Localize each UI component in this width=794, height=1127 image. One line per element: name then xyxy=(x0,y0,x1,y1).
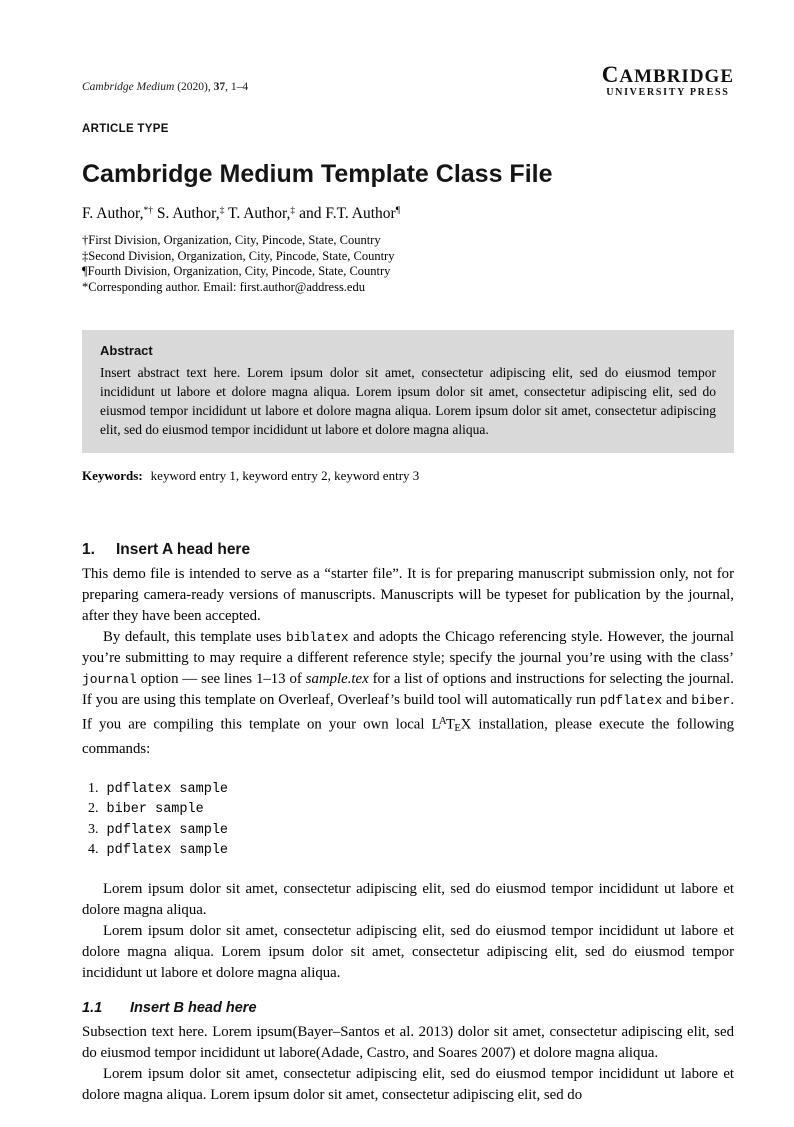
subsection-number: 1.1 xyxy=(82,999,103,1016)
command-text: pdflatex sample xyxy=(106,843,229,859)
publisher-logo-name: CAMBRIDGE xyxy=(601,62,734,87)
author-line: F. Author,*† S. Author,‡ T. Author,‡ and F.T. Author¶ xyxy=(82,205,401,222)
abstract-box xyxy=(82,330,734,453)
paragraph: Subsection text here. Lorem ipsum(Bayer–Santos et al. 2013) dolor sit amet, consectetur adipiscing elit, sed do eiusmod tempor incididunt ut labore(Adade, Castro, and Soares 2007) et dolore magna aliqua. xyxy=(82,1023,734,1061)
paragraph: By default, this template uses biblatex and adopts the Chicago referencing style. However, the journal you’re submitting to may require a different reference style; specify the journal you’re using with the class’ journal option — see lines 1–13 of sample.tex for a list of options and instructions for selecting the journal. If you are using this template on Overleaf, Overleaf’s build tool will automatically run pdflatex and biber. If you are compiling this template on your own local $L^ATEX$ installation, please execute the following commands: xyxy=(82,629,735,757)
affiliations-block xyxy=(82,233,734,295)
section-number: 1. xyxy=(82,541,95,558)
section-heading-1 xyxy=(82,541,734,559)
keywords-label: Keywords: xyxy=(82,468,143,483)
affiliation-line: ¶Fourth Division, Organization, City, Pincode, State, Country xyxy=(82,264,391,278)
command-number: 3. xyxy=(88,821,99,837)
paragraph: Lorem ipsum dolor sit amet, consectetur adipiscing elit, sed do eiusmod tempor incididunt ut labore et dolore magna aliqua. xyxy=(82,880,734,918)
publisher-logo xyxy=(602,63,734,98)
section-heading-1-1 xyxy=(82,1000,734,1016)
paragraph: This demo file is intended to serve as a “starter file”. It is for preparing manuscript submission only, not for preparing camera-ready versions of manuscripts. Manuscripts will be typeset for publication by the journal, after they have been accepted. xyxy=(82,566,734,624)
command-text: biber sample xyxy=(106,802,204,818)
section-title: Insert A head here xyxy=(116,541,251,558)
command-item xyxy=(88,779,734,800)
journal-reference: Cambridge Medium (2020), 37, 1–4 xyxy=(82,81,249,93)
page-title: Cambridge Medium Template Class File xyxy=(82,160,553,188)
keywords-line xyxy=(82,468,734,484)
command-number: 1. xyxy=(88,780,99,796)
subsection-title: Insert B head here xyxy=(130,999,257,1016)
command-list xyxy=(88,779,734,861)
article-body xyxy=(82,541,734,1106)
corresponding-author-line: *Corresponding author. Email: first.author@address.edu xyxy=(82,279,365,294)
publisher-logo-subtitle: UNIVERSITY PRESS xyxy=(606,87,730,98)
command-item xyxy=(88,799,734,820)
command-item xyxy=(88,820,734,841)
paragraph: Lorem ipsum dolor sit amet, consectetur adipiscing elit, sed do eiusmod tempor incididunt ut labore et dolore magna aliqua. Lorem ipsum dolor sit amet, consectetur adipiscing elit, sed do xyxy=(82,1065,734,1103)
command-text: pdflatex sample xyxy=(106,781,229,797)
command-text: pdflatex sample xyxy=(106,822,229,838)
abstract-text: Insert abstract text here. Lorem ipsum dolor sit amet, consectetur adipiscing elit, sed do eiusmod tempor incididunt ut labore et dolore magna aliqua. Lorem ipsum dolor sit amet, consectetur adipiscing elit, sed do eiusmod tempor incididunt ut labore et dolore magna aliqua. Lorem ipsum dolor sit amet, consectetur adipiscing elit, sed do eiusmod tempor incididunt ut labore et dolore magna aliqua. xyxy=(100,365,716,437)
abstract-heading: Abstract xyxy=(100,343,153,358)
affiliation-line: †First Division, Organization, City, Pincode, State, Country xyxy=(82,233,381,247)
command-number: 4. xyxy=(88,842,99,858)
keywords-text: keyword entry 1, keyword entry 2, keyword entry 3 xyxy=(150,468,420,483)
command-item xyxy=(88,840,734,861)
affiliation-line: ‡Second Division, Organization, City, Pincode, State, Country xyxy=(82,248,395,263)
page-header xyxy=(82,63,734,98)
article-type-label: ARTICLE TYPE xyxy=(82,123,169,135)
paragraph: Lorem ipsum dolor sit amet, consectetur adipiscing elit, sed do eiusmod tempor incididunt ut labore et dolore magna aliqua. Lorem ipsum dolor sit amet, consectetur adipiscing elit, sed do eiusmod tempor incididunt ut labore et dolore magna aliqua. xyxy=(82,922,734,981)
command-number: 2. xyxy=(88,801,99,817)
